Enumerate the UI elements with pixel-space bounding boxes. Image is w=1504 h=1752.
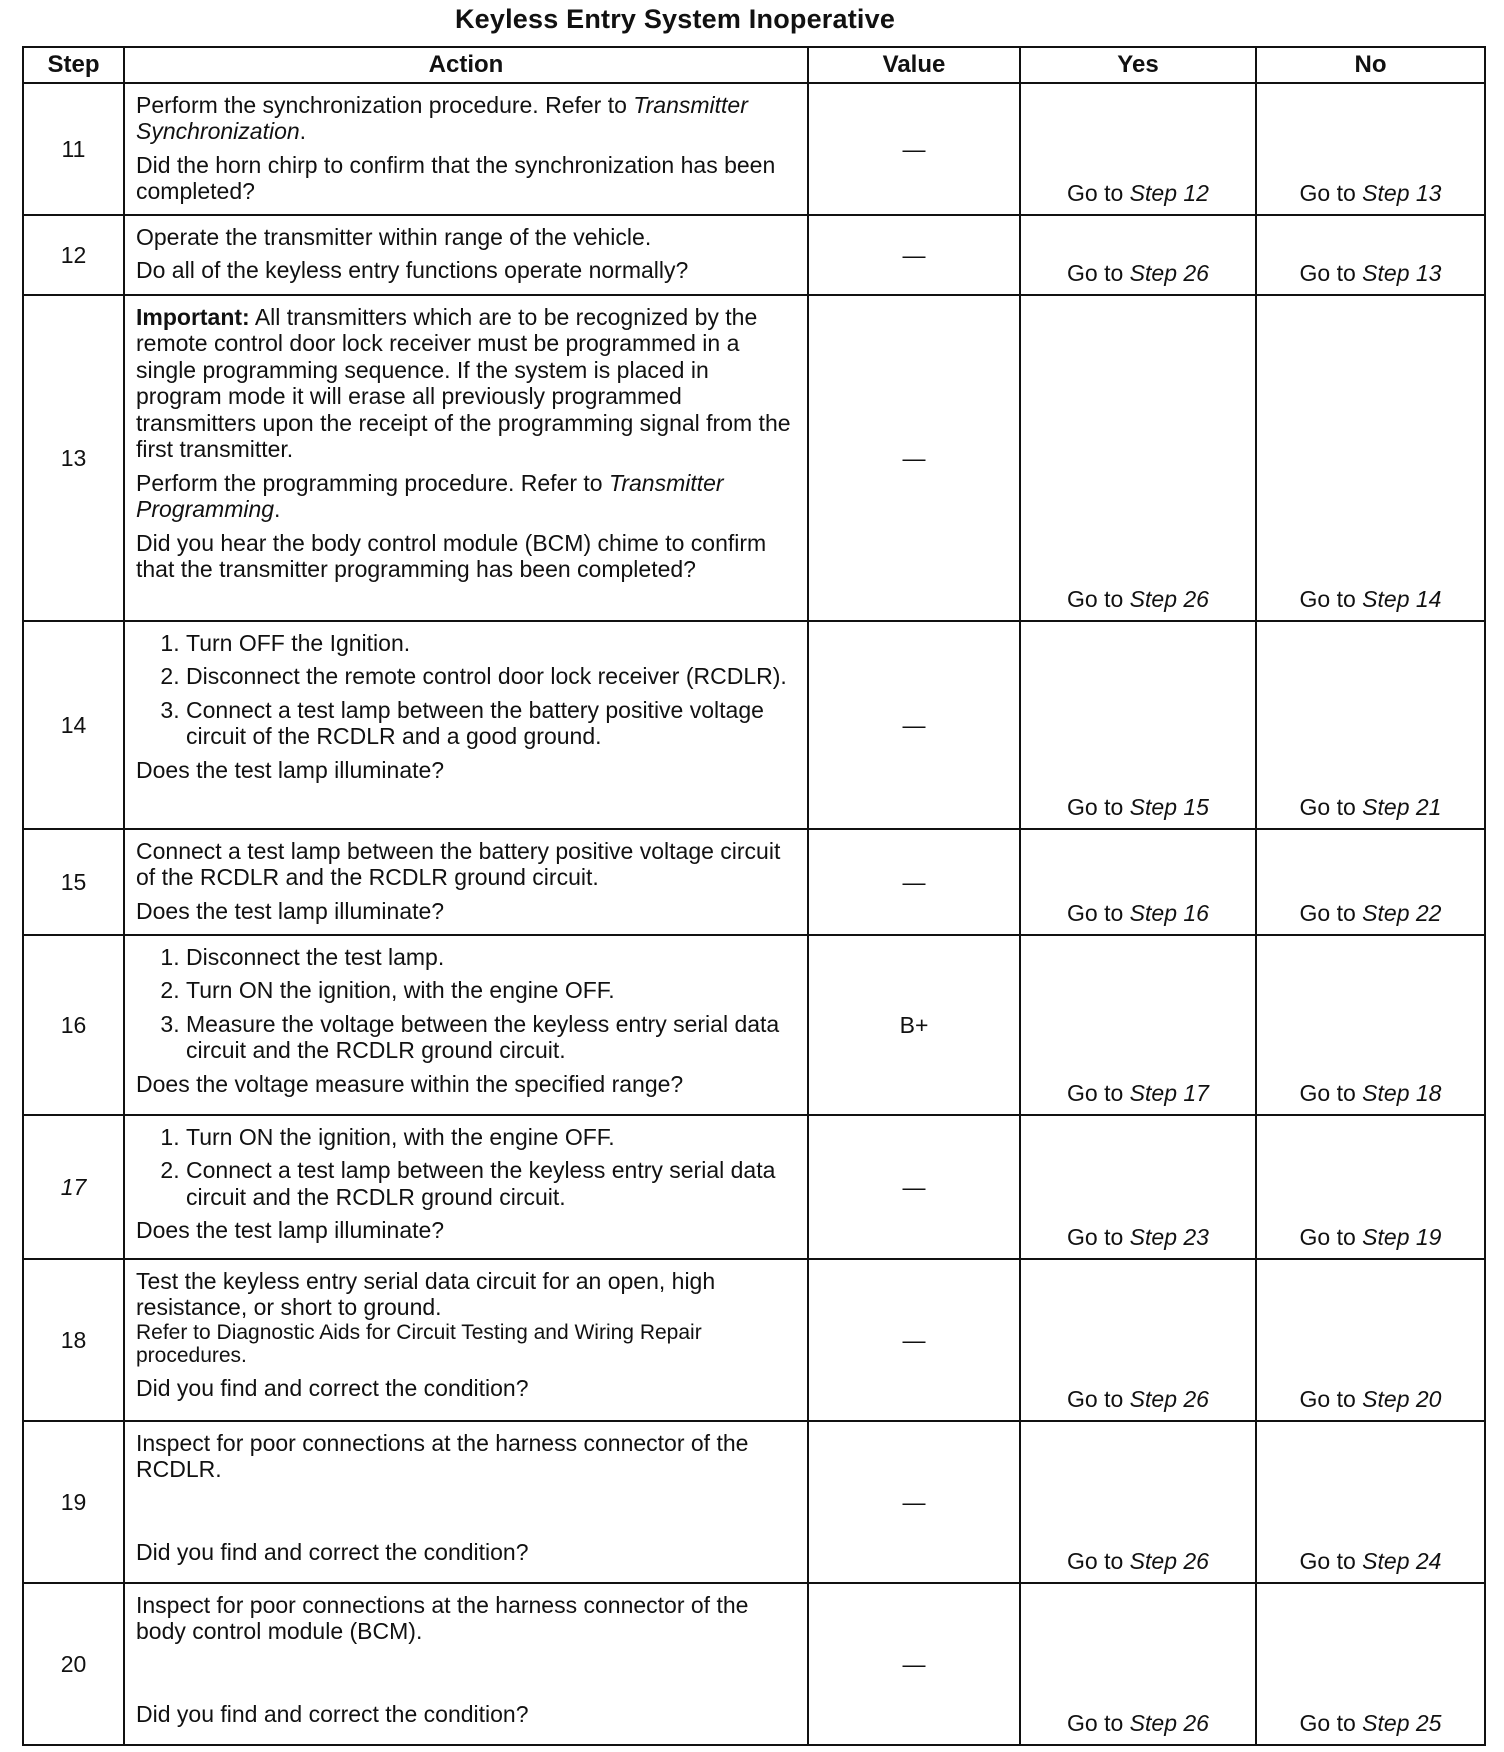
yes-goto-cell [1020,295,1256,621]
yes-goto-step-link[interactable]: Step 15 [1129,793,1209,820]
action-steps-list [136,944,797,1064]
action-text: Inspect for poor connections at the harness connector of the RCDLR. [136,1430,749,1483]
goto-prefix: Go to [1299,1709,1356,1736]
yes-goto-step-link[interactable]: Step 26 [1129,585,1209,612]
action-text: Does the test lamp illuminate? [136,897,445,924]
yes-goto-cell [1020,829,1256,935]
step-number: 20 [23,1583,124,1745]
yes-goto-cell [1020,1583,1256,1745]
step-number: 19 [23,1421,124,1583]
column-header-no: No [1256,47,1485,83]
action-paragraph [136,1375,797,1401]
action-paragraph [136,1321,797,1368]
action-text: Did you hear the body control module (BCM) chime to confirm that the transmitter programming has been completed? [136,529,767,582]
column-header-value: Value [808,47,1020,83]
step-number: 13 [23,295,124,621]
action-text: Connect a test lamp between the battery positive voltage circuit of the RCDLR and the RCDLR ground circuit. [136,838,781,891]
action-paragraph [136,530,797,583]
action-paragraph [136,304,797,463]
no-goto-cell [1256,621,1485,829]
column-header-action: Action [124,47,808,83]
goto-prefix: Go to [1299,1223,1356,1250]
yes-goto-cell [1020,935,1256,1115]
no-goto-step-link[interactable]: Step 13 [1362,179,1442,206]
no-goto-cell [1256,1583,1485,1745]
table-row [23,1259,1485,1421]
action-text: Inspect for poor connections at the harness connector of the body control module (BCM). [136,1592,749,1645]
no-goto-cell [1256,83,1485,215]
action-step-item: 1. Turn ON the ignition, with the engine OFF. [186,1124,797,1150]
table-row [23,935,1485,1115]
step-number: 18 [23,1259,124,1421]
value-cell: — [808,621,1020,829]
action-cell [124,1259,808,1421]
no-goto-step-link[interactable]: Step 14 [1362,585,1442,612]
action-step-item: 2. Connect a test lamp between the keyless entry serial data circuit and the RCDLR ground circuit. [186,1157,797,1210]
no-goto-step-link[interactable]: Step 19 [1362,1223,1442,1250]
action-paragraph [136,1592,797,1645]
goto-prefix: Go to [1299,585,1356,612]
no-goto-step-link[interactable]: Step 20 [1362,1385,1442,1412]
action-paragraph [136,470,797,523]
yes-goto-cell [1020,1115,1256,1259]
column-header-step: Step [23,47,124,83]
action-cell [124,1115,808,1259]
action-paragraph [136,1268,797,1321]
yes-goto-step-link[interactable]: Step 26 [1129,1709,1209,1736]
no-goto-cell [1256,829,1485,935]
yes-goto-step-link[interactable]: Step 26 [1129,1385,1209,1412]
action-text: Did you find and correct the condition? [136,1538,529,1565]
action-question: Does the test lamp illuminate? [136,1217,445,1244]
action-steps-list [136,1124,797,1210]
page-title: Keyless Entry System Inoperative [454,4,896,34]
no-goto-step-link[interactable]: Step 25 [1362,1709,1442,1736]
action-paragraph [136,1701,797,1727]
action-paragraph [136,898,797,924]
action-paragraph [136,1539,797,1565]
action-step-item: 2. Turn ON the ignition, with the engine OFF. [186,977,797,1003]
action-cell [124,83,808,215]
goto-prefix: Go to [1067,259,1124,286]
action-text: Did you find and correct the condition? [136,1374,529,1401]
goto-prefix: Go to [1067,1079,1124,1106]
goto-prefix: Go to [1067,899,1124,926]
action-text: Did you find and correct the condition? [136,1700,529,1727]
table-row [23,83,1485,215]
action-cell [124,295,808,621]
no-goto-cell [1256,295,1485,621]
step-number: 14 [23,621,124,829]
no-goto-step-link[interactable]: Step 21 [1362,793,1442,820]
action-paragraph [136,1430,797,1483]
reference-title: Transmitter Synchronization [136,92,748,145]
yes-goto-cell [1020,621,1256,829]
yes-goto-cell [1020,83,1256,215]
step-number: 11 [23,83,124,215]
goto-prefix: Go to [1067,1709,1124,1736]
action-text: Perform the synchronization procedure. Refer to [136,92,634,118]
yes-goto-step-link[interactable]: Step 16 [1129,899,1209,926]
action-step-item: 3. Connect a test lamp between the battery positive voltage circuit of the RCDLR and a good ground. [186,697,797,750]
goto-prefix: Go to [1067,1223,1124,1250]
goto-prefix: Go to [1067,585,1124,612]
action-text: Test the keyless entry serial data circuit for an open, high resistance, or short to ground. [136,1268,716,1321]
action-paragraph [136,224,797,250]
table-row [23,1421,1485,1583]
action-text-suffix: . [274,496,281,523]
action-paragraph [136,152,797,205]
no-goto-step-link[interactable]: Step 13 [1362,259,1442,286]
step-number: 16 [23,935,124,1115]
no-goto-step-link[interactable]: Step 22 [1362,899,1442,926]
table-header-row [23,47,1485,83]
action-text: Perform the programming procedure. Refer to [136,469,609,496]
yes-goto-step-link[interactable]: Step 17 [1129,1079,1209,1106]
table-row [23,1115,1485,1259]
no-goto-cell [1256,1421,1485,1583]
goto-prefix: Go to [1067,1385,1124,1412]
goto-prefix: Go to [1299,1547,1356,1574]
action-step-item: 2. Disconnect the remote control door lock receiver (RCDLR). [186,663,797,689]
no-goto-cell [1256,935,1485,1115]
no-goto-cell [1256,1259,1485,1421]
no-goto-cell [1256,1115,1485,1259]
goto-prefix: Go to [1067,793,1124,820]
yes-goto-cell [1020,1259,1256,1421]
action-paragraph [136,257,797,283]
value-cell: — [808,1583,1020,1745]
value-cell: — [808,215,1020,295]
action-cell [124,1583,808,1745]
action-question: Does the test lamp illuminate? [136,756,445,783]
action-step-item: 1. Disconnect the test lamp. [186,944,797,970]
goto-prefix: Go to [1299,179,1356,206]
action-cell [124,215,808,295]
action-cell [124,621,808,829]
action-paragraph [136,92,797,145]
action-step-item: 3. Measure the voltage between the keyless entry serial data circuit and the RCDLR ground circuit. [186,1011,797,1064]
value-cell: — [808,83,1020,215]
value-cell: — [808,1259,1020,1421]
column-header-yes: Yes [1020,47,1256,83]
yes-goto-step-link[interactable]: Step 26 [1129,259,1209,286]
action-text: Did the horn chirp to confirm that the synchronization has been completed? [136,151,776,205]
value-cell: — [808,295,1020,621]
table-row [23,621,1485,829]
action-question: Does the voltage measure within the specified range? [136,1070,684,1097]
value-cell: — [808,1115,1020,1259]
no-goto-step-link[interactable]: Step 18 [1362,1079,1442,1106]
no-goto-step-link[interactable]: Step 24 [1362,1547,1442,1574]
goto-prefix: Go to [1067,179,1124,206]
step-number: 17 [23,1115,124,1259]
goto-prefix: Go to [1299,1385,1356,1412]
table-row [23,1583,1485,1745]
goto-prefix: Go to [1299,899,1356,926]
yes-goto-cell [1020,1421,1256,1583]
goto-prefix: Go to [1299,1079,1356,1106]
no-goto-cell [1256,215,1485,295]
value-cell: — [808,1421,1020,1583]
action-cell [124,935,808,1115]
goto-prefix: Go to [1067,1547,1124,1574]
action-cell [124,829,808,935]
diagnostic-table [22,46,1486,1746]
important-label: Important: [136,304,250,330]
action-cell [124,1421,808,1583]
action-step-item: 1. Turn OFF the Ignition. [186,630,797,656]
goto-prefix: Go to [1299,259,1356,286]
action-steps-list [136,630,797,750]
yes-goto-step-link[interactable]: Step 26 [1129,1547,1209,1574]
reference-title: Transmitter Programming [136,469,724,523]
step-number: 12 [23,215,124,295]
action-text: Operate the transmitter within range of the vehicle. [136,224,652,250]
action-text: Refer to Diagnostic Aids for Circuit Testing and Wiring Repair procedures. [136,1320,702,1368]
yes-goto-step-link[interactable]: Step 23 [1129,1223,1209,1250]
table-row [23,829,1485,935]
yes-goto-step-link[interactable]: Step 12 [1129,179,1209,206]
table-row [23,295,1485,621]
action-text-suffix: . [299,118,307,145]
action-text: Do all of the keyless entry functions operate normally? [136,257,689,284]
yes-goto-cell [1020,215,1256,295]
table-row [23,215,1485,295]
value-cell: B+ [808,935,1020,1115]
action-text: All transmitters which are to be recognized by the remote control door lock receiver must be programmed in a single programming sequence. If the system is placed in program mode it will erase all previously programmed transmitters upon the receipt of the programming signal from the first transmitter. [136,304,791,463]
value-cell: — [808,829,1020,935]
step-number: 15 [23,829,124,935]
goto-prefix: Go to [1299,793,1356,820]
action-paragraph [136,838,797,891]
